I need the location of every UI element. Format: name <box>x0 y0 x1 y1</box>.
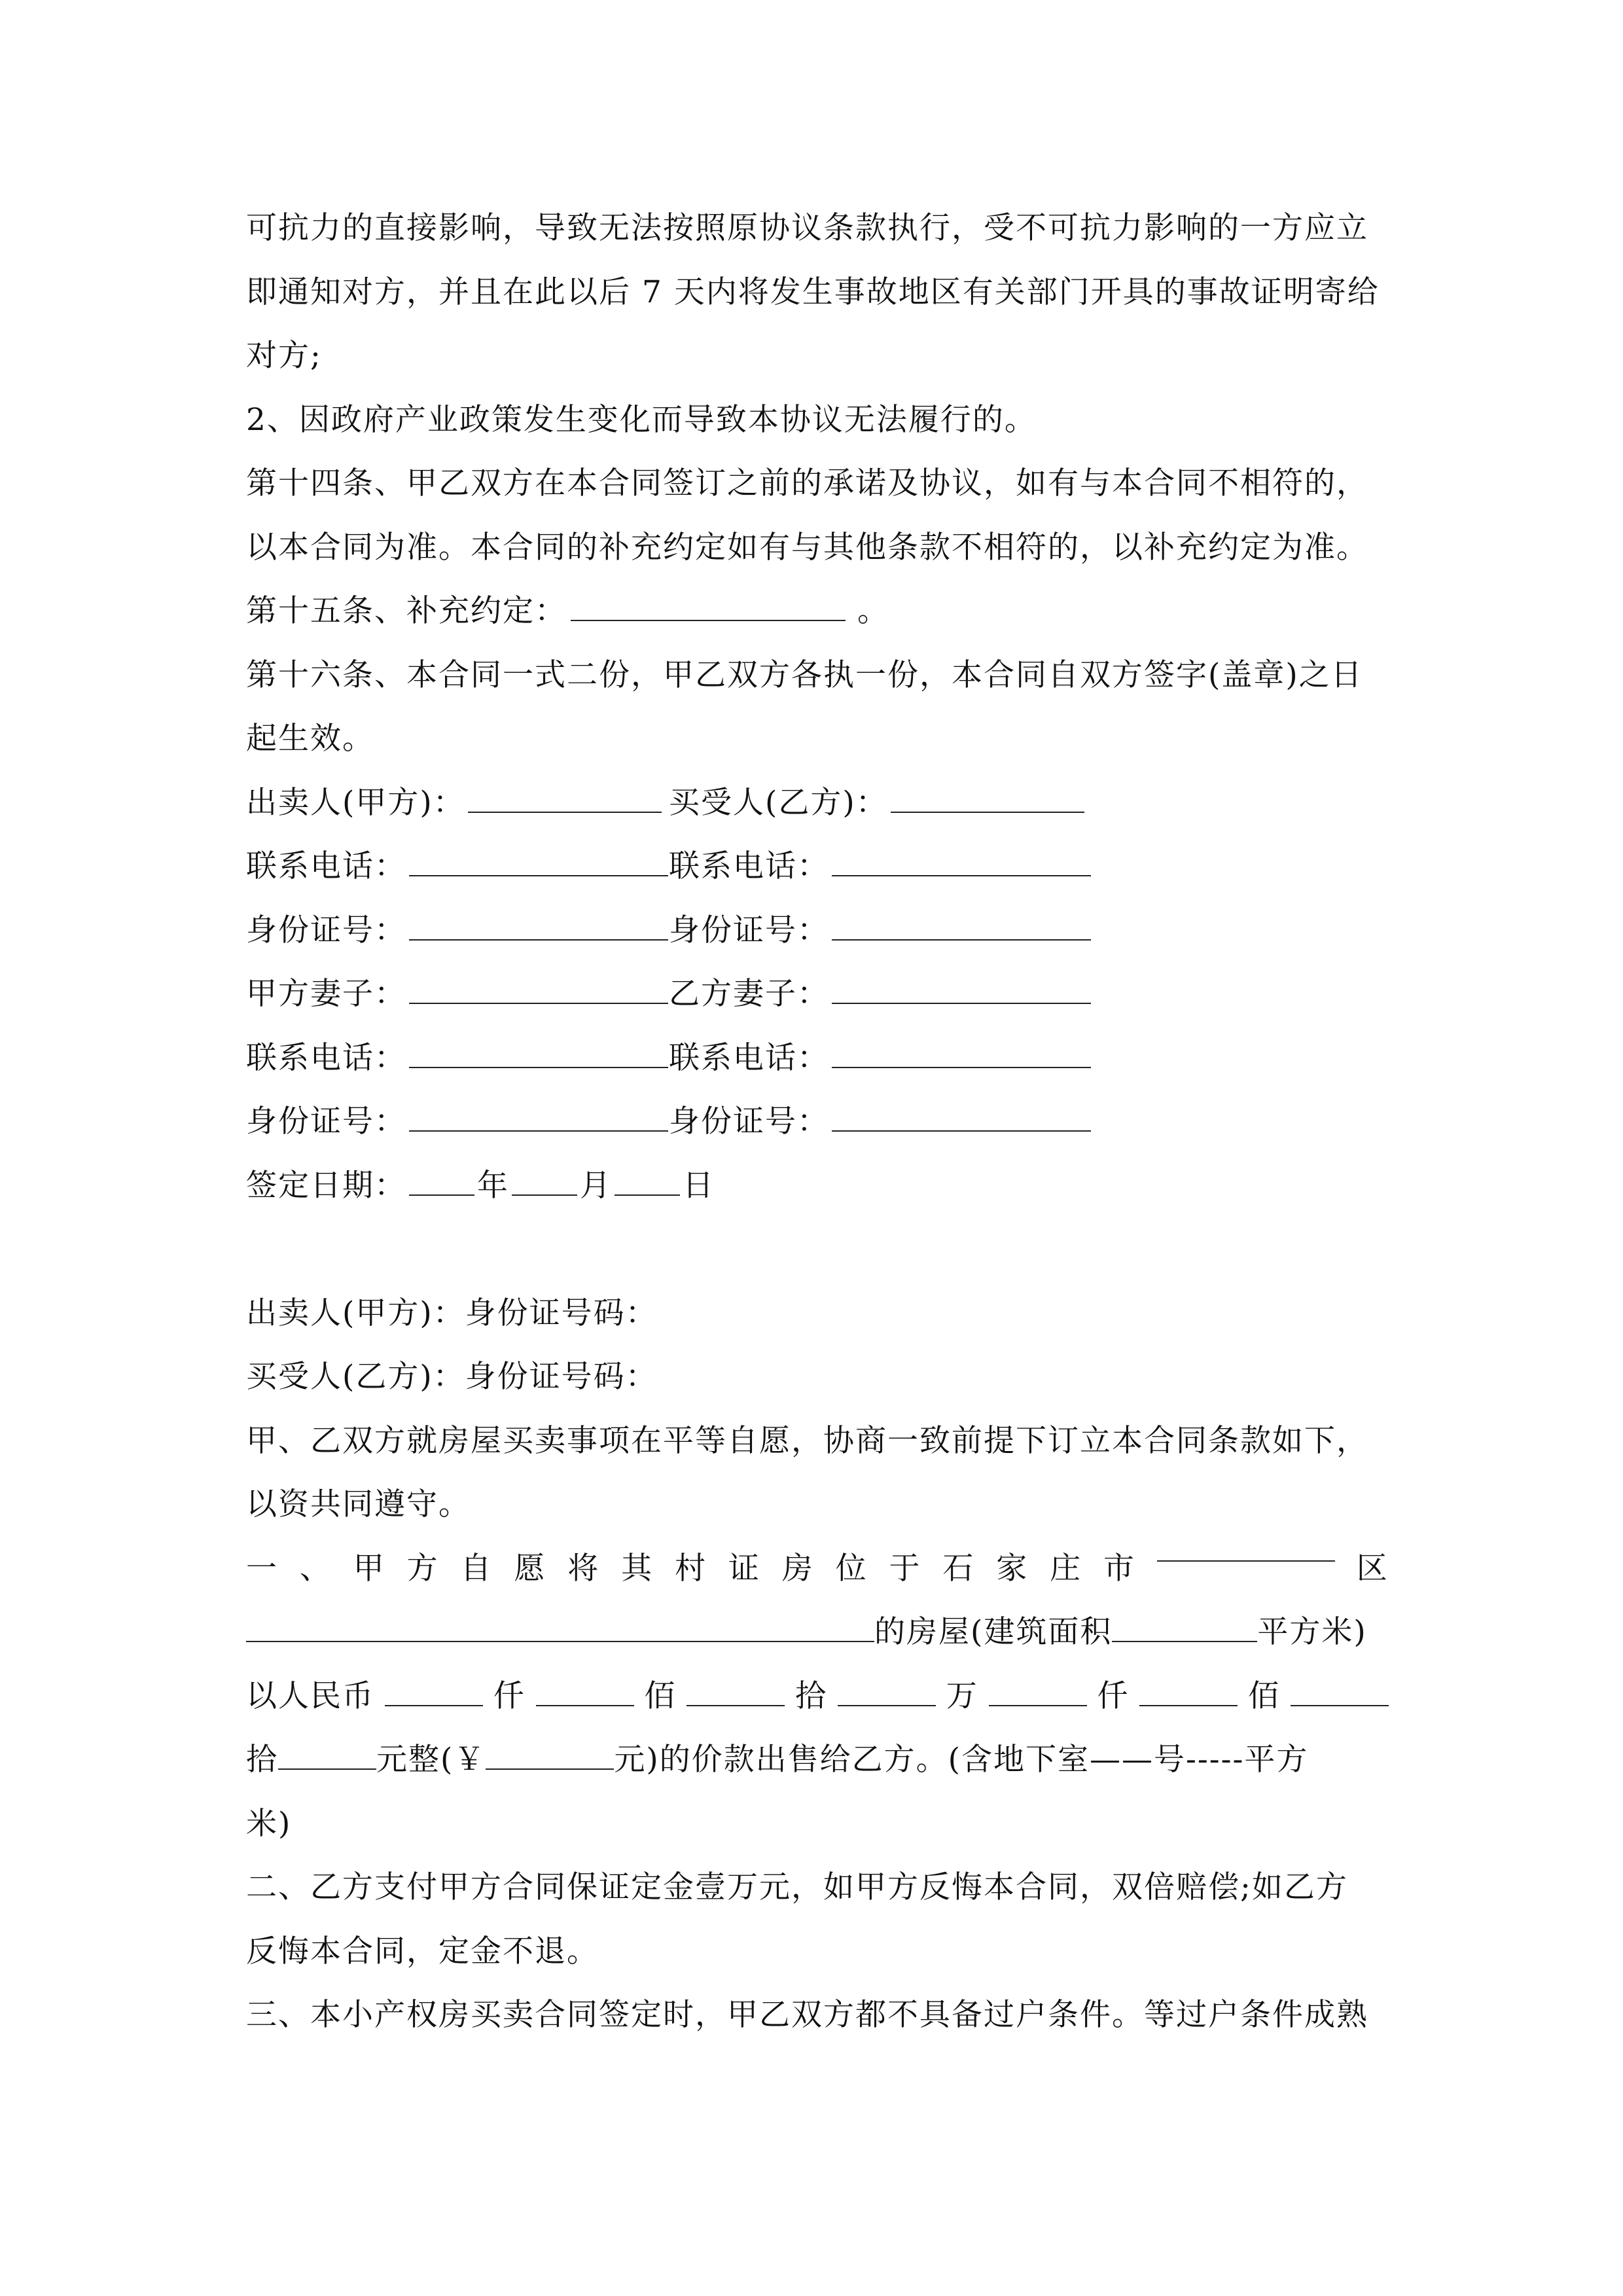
unit-label: 仟 <box>1097 1677 1130 1714</box>
buyer-id-line: 买受人(乙方)：身份证号码： <box>246 1359 658 1395</box>
buyer-wife-phone-label: 联系电话： <box>669 1039 829 1076</box>
article-1-line-2 <box>246 1600 1389 1664</box>
supplement-clause <box>246 579 1389 643</box>
buyer-id-blank[interactable] <box>832 916 1091 941</box>
paragraph-line: 可抗力的直接影响，导致无法按照原协议条款执行，受不可抗力影响的一方应立 <box>246 210 1368 246</box>
house-label: 的房屋(建筑面积 <box>874 1614 1113 1650</box>
seller-id-line: 出卖人(甲方)：身份证号码： <box>246 1295 658 1331</box>
art1-char: 石 <box>942 1550 975 1587</box>
spacer <box>246 1217 1389 1282</box>
unit-label: 万 <box>946 1677 978 1714</box>
art1-char: 市 <box>1103 1550 1135 1587</box>
art1-char: 位 <box>835 1550 868 1587</box>
buyer-wife-id-blank[interactable] <box>832 1107 1091 1132</box>
paragraph-line: 2、因政府产业政策发生变化而导致本协议无法履行的。 <box>246 401 1037 438</box>
unit-label: 拾 <box>246 1742 278 1778</box>
signature-row-spouse <box>246 962 1389 1026</box>
paragraph-line: 以资共同遵守。 <box>246 1486 471 1522</box>
paragraph-line: 起生效。 <box>246 721 374 757</box>
seller-wife-id-label: 身份证号： <box>246 1103 406 1139</box>
seller-phone-blank[interactable] <box>409 852 668 876</box>
seller-wife-phone-blank[interactable] <box>409 1043 668 1068</box>
buyer-phone-label: 联系电话： <box>669 848 829 884</box>
day-blank[interactable] <box>615 1171 680 1196</box>
amount-blank[interactable] <box>1139 1681 1238 1706</box>
art1-char: 村 <box>675 1550 707 1587</box>
signature-row-phone <box>246 834 1389 899</box>
year-blank[interactable] <box>409 1171 474 1196</box>
art1-char: 其 <box>621 1550 654 1587</box>
signature-row-spouse-id <box>246 1090 1389 1154</box>
seller-wife-phone-label: 联系电话： <box>246 1039 406 1076</box>
paragraph-line: 甲、乙双方就房屋买卖事项在平等自愿，协商一致前提下订立本合同条款如下， <box>246 1422 1368 1459</box>
signature-row-id <box>246 899 1389 963</box>
art1-char: 庄 <box>1050 1550 1082 1587</box>
seller-wife-label: 甲方妻子： <box>246 976 406 1012</box>
district-blank[interactable] <box>1157 1537 1335 1562</box>
seller-wife-id-blank[interactable] <box>409 1107 668 1132</box>
document-body <box>246 196 1389 2047</box>
unit-label: 佰 <box>644 1677 677 1714</box>
art1-char: 一 <box>246 1550 278 1587</box>
buyer-phone-blank[interactable] <box>832 852 1091 876</box>
month-blank[interactable] <box>512 1171 577 1196</box>
date-label: 签定日期： <box>246 1167 406 1204</box>
area-blank[interactable] <box>1112 1617 1257 1642</box>
month-label: 月 <box>580 1167 612 1204</box>
unit-label: 拾 <box>795 1677 828 1714</box>
yen-blank[interactable] <box>486 1745 614 1770</box>
year-label: 年 <box>477 1167 509 1204</box>
signature-row-spouse-phone <box>246 1026 1389 1090</box>
paragraph-line: 二、乙方支付甲方合同保证定金壹万元，如甲方反悔本合同，双倍赔偿;如乙方 <box>246 1869 1348 1905</box>
price-label: 元)的价款出售给乙方。(含地下室——号-----平方 <box>614 1742 1309 1778</box>
paragraph-line: 反悔本合同，定金不退。 <box>246 1933 599 1969</box>
unit-label: 仟 <box>493 1677 526 1714</box>
amount-blank[interactable] <box>687 1681 785 1706</box>
buyer-wife-id-label: 身份证号： <box>669 1103 829 1139</box>
amount-blank[interactable] <box>278 1745 376 1770</box>
signature-row-parties <box>246 771 1389 835</box>
buyer-wife-phone-blank[interactable] <box>832 1043 1091 1068</box>
amount-blank[interactable] <box>1291 1681 1389 1706</box>
address-blank[interactable] <box>246 1617 874 1642</box>
seller-id-label: 身份证号： <box>246 912 406 948</box>
buyer-blank[interactable] <box>891 788 1084 813</box>
art1-char: 、 <box>299 1550 332 1587</box>
art1-char: 于 <box>889 1550 921 1587</box>
art1-char: 自 <box>460 1550 493 1587</box>
sqm-label: 平方米) <box>1257 1614 1367 1650</box>
paragraph-line: 对方; <box>246 338 322 374</box>
buyer-label: 买受人(乙方)： <box>669 784 888 821</box>
art1-char: 证 <box>728 1550 760 1587</box>
art1-char: 方 <box>406 1550 439 1587</box>
yuan-label: 元整(￥ <box>376 1742 486 1778</box>
seller-label: 出卖人(甲方)： <box>246 784 465 821</box>
paragraph-line: 第十六条、本合同一式二份，甲乙双方各执一份，本合同自双方签字(盖章)之日 <box>246 656 1363 693</box>
art1-char: 房 <box>781 1550 814 1587</box>
amount-blank[interactable] <box>536 1681 634 1706</box>
district-label: 区 <box>1356 1550 1389 1587</box>
art1-char: 家 <box>996 1550 1029 1587</box>
paragraph-line: 以本合同为准。本合同的补充约定如有与其他条款不相符的，以补充约定为准。 <box>246 529 1368 565</box>
art1-char: 愿 <box>514 1550 546 1587</box>
rmb-label: 以人民币 <box>246 1677 374 1714</box>
day-label: 日 <box>683 1167 715 1204</box>
seller-blank[interactable] <box>468 788 662 813</box>
amount-blank[interactable] <box>838 1681 936 1706</box>
seller-id-blank[interactable] <box>409 916 668 941</box>
amount-blank[interactable] <box>989 1681 1087 1706</box>
seller-wife-blank[interactable] <box>409 979 668 1004</box>
buyer-wife-blank[interactable] <box>832 979 1091 1004</box>
signing-date <box>246 1154 1389 1218</box>
article-1-line-3 <box>246 1664 1389 1729</box>
paragraph-line: 即通知对方，并且在此以后 7 天内将发生事故地区有关部门开具的事故证明寄给 <box>246 274 1380 310</box>
amount-blank[interactable] <box>385 1681 483 1706</box>
art1-char: 将 <box>567 1550 600 1587</box>
paragraph-line: 三、本小产权房买卖合同签定时，甲乙双方都不具备过户条件。等过户条件成熟 <box>246 1997 1368 2033</box>
supplement-label: 第十五条、补充约定： <box>246 593 567 629</box>
unit-label: 佰 <box>1248 1677 1281 1714</box>
paragraph-line: 第十四条、甲乙双方在本合同签订之前的承诺及协议，如有与本合同不相符的， <box>246 465 1368 501</box>
article-1-line-1 <box>246 1537 1389 1601</box>
paragraph-line: 米) <box>246 1805 292 1842</box>
seller-phone-label: 联系电话： <box>246 848 406 884</box>
supplement-end: 。 <box>857 593 889 629</box>
buyer-id-label: 身份证号： <box>669 912 829 948</box>
supplement-blank[interactable] <box>571 596 846 621</box>
art1-char: 甲 <box>353 1550 385 1587</box>
buyer-wife-label: 乙方妻子： <box>669 976 829 1012</box>
article-1-line-4 <box>246 1728 1389 1792</box>
